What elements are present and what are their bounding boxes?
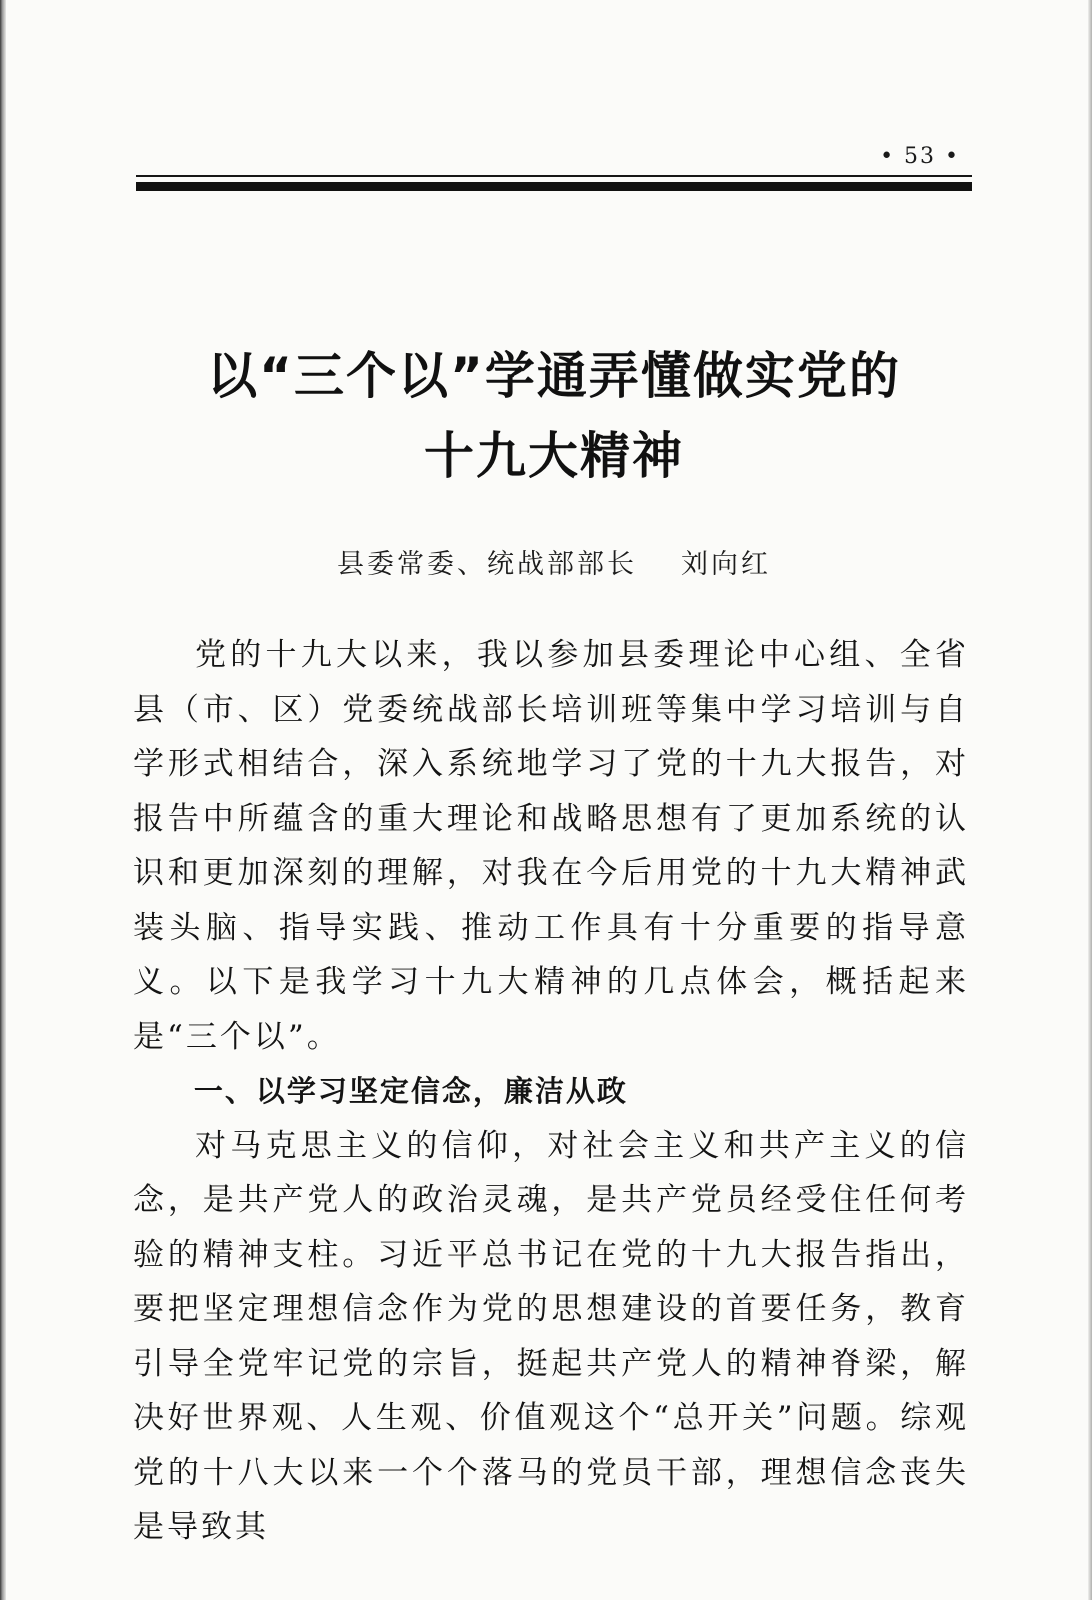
- section-heading-1: 一、以学习坚定信念，廉洁从政: [193, 1074, 628, 1108]
- page-header: [136, 140, 972, 196]
- header-rule-thin: [136, 175, 972, 177]
- paragraph-intro: 党的十九大以来，我以参加县委理论中心组、全省县（市、区）党委统战部长培训班等集中学习培训与自学形式相结合，深入系统地学习了党的十九大报告，对报告中所蕴含的重大理论和战略思想有了更加系统的认识和更加深刻的理解，对我在今后用党的十九大精神武装头脑、指导实践、推动工作具有十分重要的指导意义。以下是我学习十九大精神的几点体会，概括起来是“三个以”。: [133, 637, 969, 1055]
- page-number: • 53 •: [880, 144, 960, 169]
- scan-edge-right: [1088, 0, 1092, 1600]
- article-body: [133, 628, 969, 1555]
- title-line-1: 以“三个以”学通弄懂做实党的: [207, 347, 901, 405]
- author-name: 刘向红: [681, 549, 771, 580]
- article-title: [136, 336, 972, 496]
- title-line-2: 十九大精神: [424, 427, 684, 485]
- header-rule-thick: [136, 182, 972, 191]
- byline: [136, 542, 972, 581]
- author-role: 县委常委、统战部部长: [337, 549, 637, 580]
- scan-edge-left: [0, 0, 6, 1600]
- paragraph-section-1: 对马克思主义的信仰，对社会主义和共产主义的信念，是共产党人的政治灵魂，是共产党员经受住任何考验的精神支柱。习近平总书记在党的十九大报告指出，要把坚定理想信念作为党的思想建设的首要任务，教育引导全党牢记党的宗旨，挺起共产党人的精神脊梁，解决好世界观、人生观、价值观这个“总开关”问题。综观党的十八大以来一个个落马的党员干部，理想信念丧失是导致其: [133, 1127, 969, 1545]
